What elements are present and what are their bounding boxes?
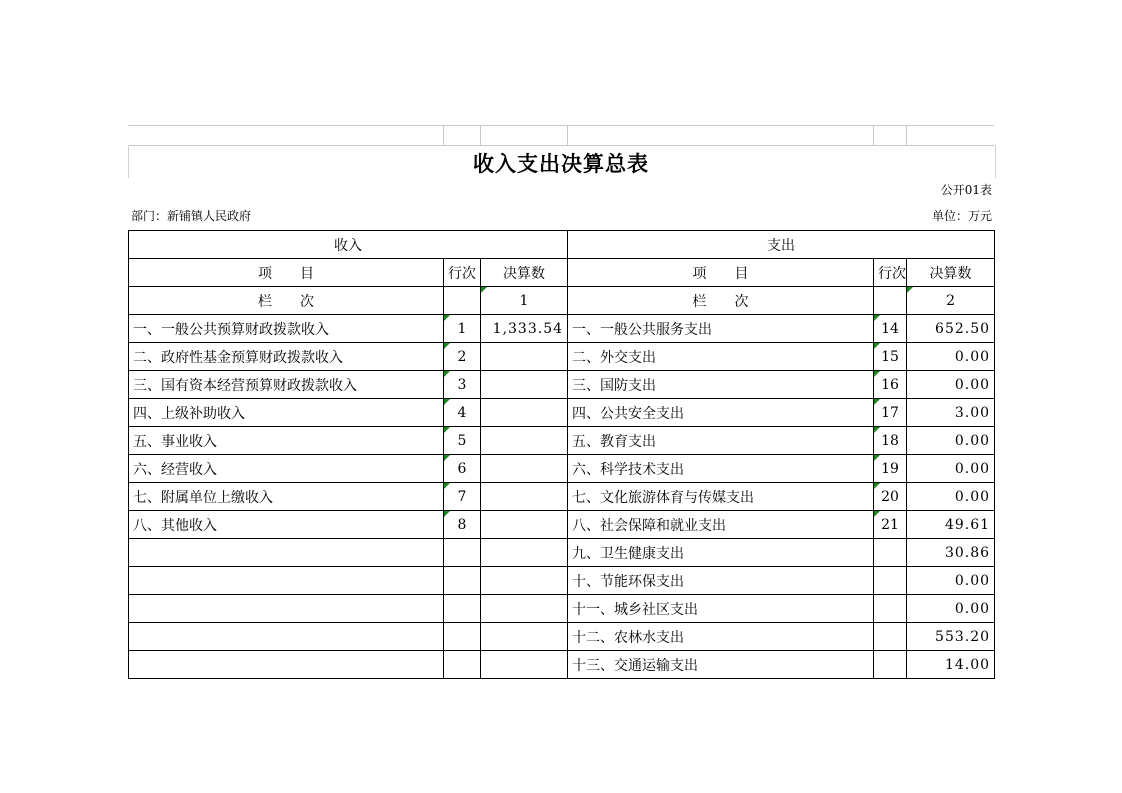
income-line-cell: 2 xyxy=(444,343,481,371)
expense-amount-cell: 49.61 xyxy=(907,511,995,539)
form-number: 公开01表 xyxy=(940,183,992,197)
expense-item-cell: 五、教育支出 xyxy=(568,427,874,455)
expense-line-cell xyxy=(874,539,907,567)
expense-amount-cell: 14.00 xyxy=(907,651,995,679)
expense-item-cell: 二、外交支出 xyxy=(568,343,874,371)
income-item-cell: 六、经营收入 xyxy=(129,455,444,483)
expense-item-cell: 八、社会保障和就业支出 xyxy=(568,511,874,539)
income-item-cell: 一、一般公共预算财政拨款收入 xyxy=(129,315,444,343)
expense-item-cell: 九、卫生健康支出 xyxy=(568,539,874,567)
table-row xyxy=(129,511,995,539)
income-item-header: 项 目 xyxy=(129,259,444,287)
expense-line-header: 行次 xyxy=(874,259,907,287)
department-label: 部门：新铺镇人民政府 xyxy=(131,209,252,223)
income-amount-cell: 1,333.54 xyxy=(481,315,568,343)
expense-header: 支出 xyxy=(568,231,995,259)
income-line-cell: 4 xyxy=(444,399,481,427)
income-line-cell: 6 xyxy=(444,455,481,483)
income-line-cell xyxy=(444,539,481,567)
income-header: 收入 xyxy=(129,231,568,259)
expense-amount-cell: 0.00 xyxy=(907,371,995,399)
table-row xyxy=(129,539,995,567)
table-row xyxy=(129,651,995,679)
income-amount-cell xyxy=(481,483,568,511)
expense-item-cell: 十、节能环保支出 xyxy=(568,567,874,595)
income-amount-cell xyxy=(481,567,568,595)
income-line-cell xyxy=(444,595,481,623)
expense-line-cell: 21 xyxy=(874,511,907,539)
income-item-cell: 四、上级补助收入 xyxy=(129,399,444,427)
table-row xyxy=(129,343,995,371)
expense-amount-cell: 30.86 xyxy=(907,539,995,567)
income-line-cell xyxy=(444,623,481,651)
expense-column-number: 2 xyxy=(907,287,995,315)
income-lanci-blank xyxy=(444,287,481,315)
expense-amount-cell: 652.50 xyxy=(907,315,995,343)
expense-amount-cell: 0.00 xyxy=(907,343,995,371)
income-amount-cell xyxy=(481,427,568,455)
expense-amount-cell: 0.00 xyxy=(907,567,995,595)
income-amount-cell xyxy=(481,595,568,623)
income-item-cell: 三、国有资本经营预算财政拨款收入 xyxy=(129,371,444,399)
income-item-cell: 二、政府性基金预算财政拨款收入 xyxy=(129,343,444,371)
table-row xyxy=(129,595,995,623)
expense-amount-cell: 553.20 xyxy=(907,623,995,651)
expense-amount-cell: 0.00 xyxy=(907,595,995,623)
income-line-cell: 7 xyxy=(444,483,481,511)
income-amount-cell xyxy=(481,455,568,483)
column-number-row xyxy=(129,287,995,315)
budget-table xyxy=(128,230,995,679)
table-row xyxy=(129,371,995,399)
income-amount-cell xyxy=(481,511,568,539)
expense-line-cell: 16 xyxy=(874,371,907,399)
expense-line-cell xyxy=(874,651,907,679)
income-amount-cell xyxy=(481,539,568,567)
expense-item-cell: 四、公共安全支出 xyxy=(568,399,874,427)
expense-item-cell: 一、一般公共服务支出 xyxy=(568,315,874,343)
section-header-row xyxy=(129,231,995,259)
income-line-cell: 1 xyxy=(444,315,481,343)
income-item-cell xyxy=(129,567,444,595)
income-item-cell xyxy=(129,595,444,623)
page-title: 收入支出决算总表 xyxy=(473,151,649,176)
income-line-cell xyxy=(444,567,481,595)
table-row xyxy=(129,315,995,343)
expense-line-cell: 14 xyxy=(874,315,907,343)
income-line-header: 行次 xyxy=(444,259,481,287)
table-row xyxy=(129,427,995,455)
income-item-cell: 七、附属单位上缴收入 xyxy=(129,483,444,511)
income-line-cell: 3 xyxy=(444,371,481,399)
income-item-cell xyxy=(129,623,444,651)
income-item-cell xyxy=(129,539,444,567)
income-line-cell: 8 xyxy=(444,511,481,539)
expense-item-cell: 十一、城乡社区支出 xyxy=(568,595,874,623)
table-row xyxy=(129,455,995,483)
income-lanci-label: 栏 次 xyxy=(129,287,444,315)
income-column-number: 1 xyxy=(481,287,568,315)
expense-line-cell: 15 xyxy=(874,343,907,371)
expense-item-cell: 十二、农林水支出 xyxy=(568,623,874,651)
expense-line-cell: 17 xyxy=(874,399,907,427)
expense-amount-cell: 0.00 xyxy=(907,483,995,511)
expense-item-cell: 七、文化旅游体育与传媒支出 xyxy=(568,483,874,511)
spreadsheet-top-gridline xyxy=(128,125,994,146)
expense-line-cell xyxy=(874,595,907,623)
expense-line-cell xyxy=(874,623,907,651)
income-item-cell xyxy=(129,651,444,679)
expense-item-cell: 三、国防支出 xyxy=(568,371,874,399)
expense-line-cell: 18 xyxy=(874,427,907,455)
income-line-cell: 5 xyxy=(444,427,481,455)
expense-lanci-label: 栏 次 xyxy=(568,287,874,315)
income-amount-header: 决算数 xyxy=(481,259,568,287)
expense-lanci-blank xyxy=(874,287,907,315)
expense-line-cell: 20 xyxy=(874,483,907,511)
unit-label: 单位：万元 xyxy=(931,209,992,223)
income-amount-cell xyxy=(481,623,568,651)
expense-amount-header: 决算数 xyxy=(907,259,995,287)
expense-amount-cell: 0.00 xyxy=(907,427,995,455)
expense-amount-cell: 0.00 xyxy=(907,455,995,483)
income-amount-cell xyxy=(481,651,568,679)
table-row xyxy=(129,623,995,651)
income-line-cell xyxy=(444,651,481,679)
expense-item-cell: 六、科学技术支出 xyxy=(568,455,874,483)
table-row xyxy=(129,483,995,511)
income-amount-cell xyxy=(481,399,568,427)
expense-amount-cell: 3.00 xyxy=(907,399,995,427)
expense-item-header: 项 目 xyxy=(568,259,874,287)
income-item-cell: 五、事业收入 xyxy=(129,427,444,455)
income-item-cell: 八、其他收入 xyxy=(129,511,444,539)
expense-item-cell: 十三、交通运输支出 xyxy=(568,651,874,679)
expense-line-cell: 19 xyxy=(874,455,907,483)
expense-line-cell xyxy=(874,567,907,595)
column-header-row xyxy=(129,259,995,287)
table-row xyxy=(129,567,995,595)
table-row xyxy=(129,399,995,427)
income-amount-cell xyxy=(481,371,568,399)
income-amount-cell xyxy=(481,343,568,371)
